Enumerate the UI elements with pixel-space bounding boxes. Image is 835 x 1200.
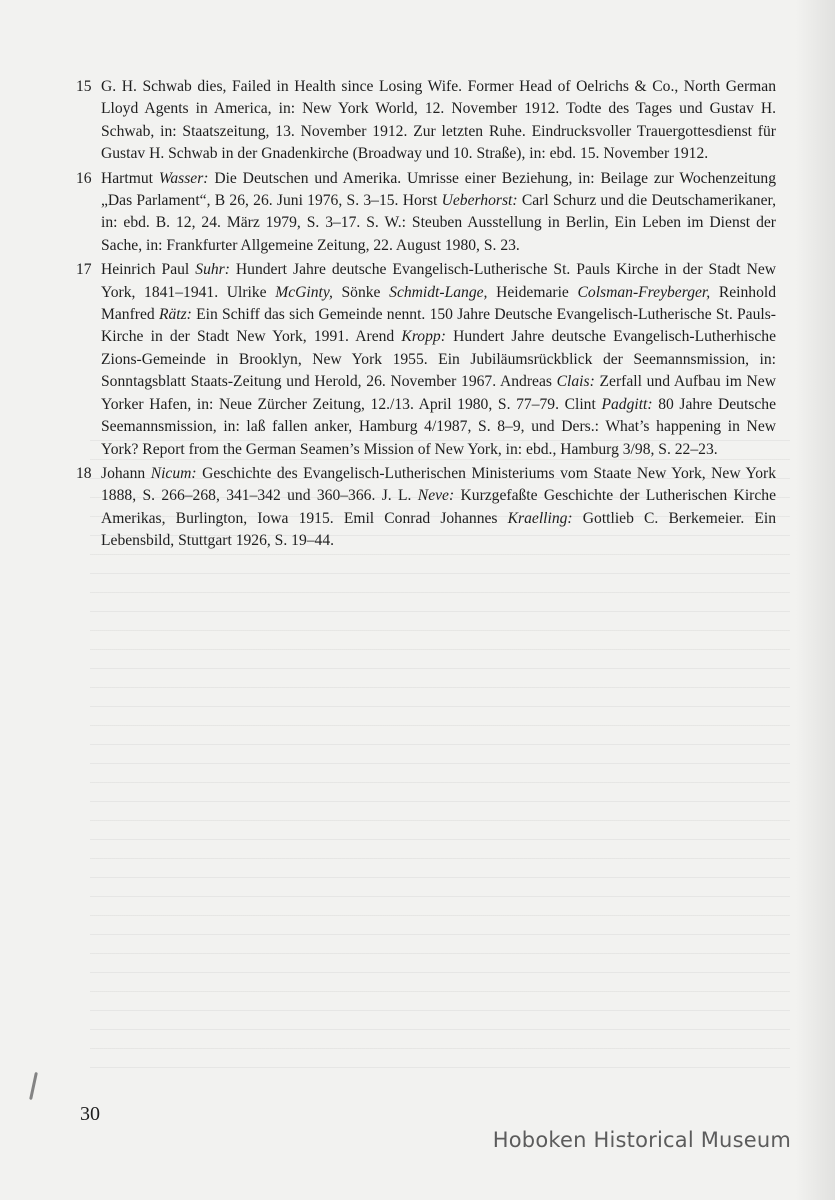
footnote-number: 18 bbox=[76, 464, 92, 482]
footnote-text: Sönke bbox=[332, 283, 390, 301]
footnote-text: Heidemarie bbox=[487, 283, 578, 301]
footnote-text: G. H. Schwab dies, Failed in Health since Losing Wife. Former Head of Oelrichs & Co., North German Lloyd Agents in America, in: New York World, 12. November 1912. Todte des Tages und Gustav H. Schwab, in: Staatszeitung, 13. November 1912. Zur letzten Ruhe. Eindrucksvoller Trauergottesdienst für Gustav H. Schwab in der Gnadenkirche (Broadway und 10. Straße), in: ebd. 15. November 1912. bbox=[101, 78, 776, 163]
author-name: Neve: bbox=[417, 487, 455, 505]
footnote-text: Johann bbox=[101, 464, 151, 482]
footnote-text: Reinhold Manfred bbox=[101, 283, 776, 324]
footnote-text: Gottlieb C. Berkemeier. Ein Lebensbild, Stuttgart 1926, S. 19–44. bbox=[101, 509, 777, 550]
author-name: Kraelling: bbox=[507, 509, 573, 527]
author-name: McGinty, bbox=[275, 283, 333, 301]
stray-pen-mark bbox=[29, 1072, 38, 1100]
author-name: Suhr: bbox=[195, 261, 230, 279]
footnote-18 bbox=[76, 463, 776, 553]
footnote-text: Hundert Jahre deutsche Evangelisch-Lutherische St. Pauls Kirche in der Stadt New York, 1841–1941. Ulrike bbox=[101, 261, 777, 301]
page-edge-shadow bbox=[795, 0, 835, 1200]
footnote-text: Kurzgefaßte Geschichte der Lutherischen Kirche Amerikas, Burlington, Iowa 1915. Emil Conrad Johannes bbox=[101, 487, 776, 527]
footnote-text: Ein Schiff das sich Gemeinde nennt. 150 Jahre Deutsche Evangelisch-Lutherische St. Pauls-Kirche in der Stadt New York, 1991. Arend bbox=[101, 306, 776, 346]
footnote-text: Hundert Jahre deutsche Evangelisch-Lutherhische Zions-Gemeinde in Brooklyn, New York 1955. Ein Jubiläumsrückblick der Seemannsmission, in: Sonntagsblatt Staats-Zeitung und Herold, 26. November 1967. Andreas bbox=[101, 328, 776, 391]
author-name: Schmidt-Lange, bbox=[389, 283, 488, 301]
author-name: Wasser: bbox=[158, 169, 209, 187]
museum-watermark: Hoboken Historical Museum bbox=[492, 1128, 791, 1152]
footnote-text: Heinrich Paul bbox=[101, 261, 196, 279]
author-name: Ueberhorst: bbox=[441, 192, 518, 210]
footnote-text: 80 Jahre Deutsche Seemannsmission, in: laß fallen anker, Hamburg 4/1987, S. 8–9, und Ders.: What’s happening in New York? Report from the German Seamen’s Mission of New York, in: ebd., Hamburg 3/98, S. 22–23. bbox=[101, 395, 776, 458]
footnote-number: 16 bbox=[76, 169, 92, 187]
footnote-number: 15 bbox=[76, 78, 92, 95]
author-name: Kropp: bbox=[401, 328, 446, 346]
author-name: Clais: bbox=[556, 373, 595, 391]
author-name: Nicum: bbox=[150, 464, 197, 482]
author-name: Padgitt: bbox=[601, 395, 653, 413]
footnote-text: Zerfall und Aufbau im New Yorker Hafen, in: Neue Zürcher Zeitung, 12./13. April 1980, S. 77–79. Clint bbox=[101, 373, 776, 413]
footnote-list bbox=[76, 76, 776, 555]
footnote-text: Geschichte des Evangelisch-Lutherischen Ministeriums vom Staate New York, New York 1888, S. 266–268, 341–342 und 360–366. J. L. bbox=[101, 464, 777, 505]
footnote-text: Die Deutschen und Amerika. Umrisse einer Beziehung, in: Beilage zur Wochenzeitung „Das Parlament“, B 26, 26. Juni 1976, S. 3–15. Horst bbox=[101, 169, 776, 210]
footnote-17 bbox=[76, 259, 776, 461]
author-name: Rätz: bbox=[158, 306, 192, 324]
page-number: 30 bbox=[80, 1103, 100, 1125]
author-name: Colsman-Freyberger, bbox=[577, 283, 711, 301]
footnote-16 bbox=[76, 168, 776, 258]
footnote-text: Hartmut bbox=[101, 169, 159, 187]
footnote-number: 17 bbox=[76, 261, 92, 279]
footnote-text: Carl Schurz und die Deutschamerikaner, in: ebd. B. 12, 24. März 1979, S. 3–17. S. W.: Steuben Ausstellung in Berlin, Ein Leben im Dienst der Sache, in: Frankfurter Allgemeine Zeitung, 22. August 1980, S. 23. bbox=[101, 192, 776, 254]
footnote-15 bbox=[76, 76, 776, 166]
